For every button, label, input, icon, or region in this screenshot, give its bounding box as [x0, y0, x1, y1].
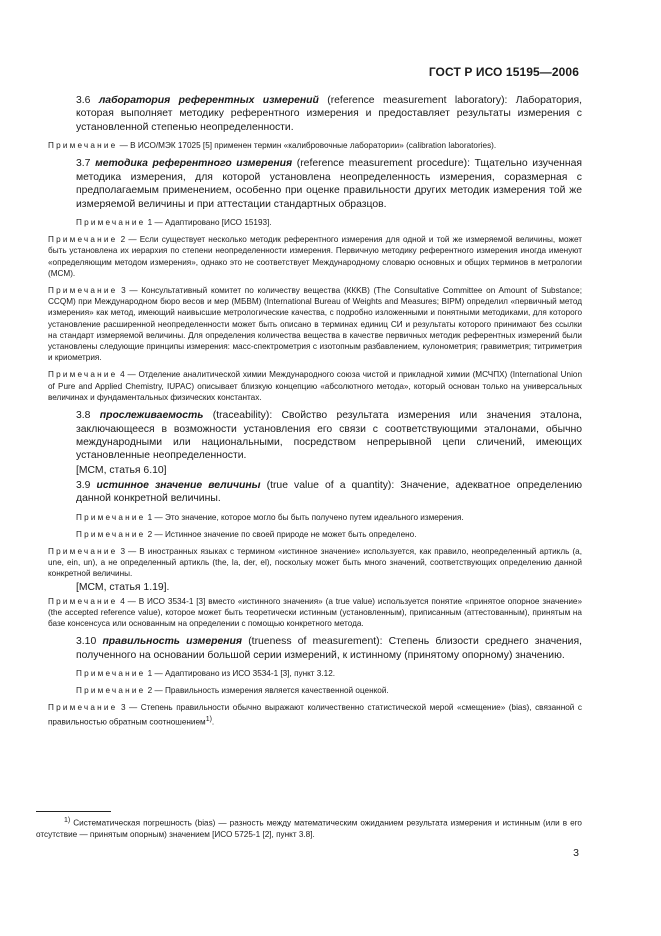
note-label: Примечание — [76, 529, 146, 539]
note-text: 1 — Адаптировано [ИСО 15193]. — [147, 218, 272, 228]
term-english: (trueness of measurement): — [248, 636, 383, 648]
section-3-8 — [76, 409, 582, 463]
note-label: Примечание — [76, 686, 146, 696]
note-text: 1 — Адаптировано из ИСО 3534-1 [3], пункт 3.12. — [147, 668, 336, 678]
footnote-marker: 1) — [205, 715, 212, 723]
note-label: Примечание — [76, 218, 146, 228]
term-english: (traceability): — [212, 410, 273, 422]
note — [48, 285, 582, 363]
note-text: 1 — Это значение, которое могло бы быть получено путем идеального измерения. — [147, 512, 464, 522]
note — [48, 369, 582, 403]
section-3-10 — [76, 635, 582, 662]
definition: Степень близости среднего значения, полученного на основании большой серии измерений, к истинному (принятому опорному) значению. — [76, 636, 582, 661]
term-english: (reference measurement laboratory): — [327, 95, 508, 106]
standard-header: ГОСТ Р ИСО 15195—2006 — [428, 65, 579, 79]
note-label: Примечание — [48, 286, 118, 296]
note-label: Примечание — [48, 596, 118, 606]
note-label: Примечание — [48, 235, 118, 245]
note — [76, 668, 582, 679]
note — [76, 685, 582, 696]
page-number: 3 — [573, 847, 579, 859]
section-number: 3.10 — [76, 636, 97, 648]
note-text: — В ИСО/МЭК 17025 [5] применен термин «калибровочные лаборатории» (calibration laboratories). — [119, 141, 497, 151]
note-label: Примечание — [48, 370, 118, 380]
footnote-mark: 1) — [64, 817, 71, 824]
definition: Тщательно изученная методика измерения, для которой установлена неопределенность измерения, соразмерная с предполагаемым применением, особенно при оценке правильности других методик измерения той же измеряемой величины и при аттестации стандартных образцов. — [76, 158, 583, 210]
note-label: Примечание — [48, 141, 118, 151]
note-label: Примечание — [48, 546, 118, 556]
term-english: (true value of a quantity): — [266, 479, 395, 491]
source-reference: [МСМ, статья 1.19]. — [76, 581, 170, 593]
note — [48, 234, 582, 279]
section-number: 3.6 — [76, 95, 91, 106]
note — [76, 512, 582, 523]
section-number: 3.9 — [76, 479, 91, 491]
term: лаборатория референтных измерений — [98, 95, 319, 106]
section-3-7 — [76, 157, 582, 211]
note-text: 4 — В ИСО 3534-1 [3] вместо «истинного значения» (a true value) используется понятие «принятое опорное значение» (the accepted reference value), которое может быть теоретически истинным (установленным), приписанным (аттестованным), принятым на базе консенсуса или основанным на определении с помощью конкретного метода. — [48, 596, 583, 628]
note-label: Примечание — [76, 668, 146, 678]
footnote-text: Систематическая погрешность (bias) — разность между математическим ожиданием результата измерения и истинным (или в его отсутствие — принятым опорным) значением [ИСО 5725-1 [2], пункт 3.8]. — [36, 818, 582, 840]
note — [76, 217, 582, 228]
footnote — [36, 815, 582, 841]
section-number: 3.8 — [76, 410, 91, 422]
definition: Лаборатория, которая выполняет методику референтного измерения и предоставляет результаты измерения с установленной степенью неопределенности. — [76, 95, 582, 133]
section-3-9 — [76, 479, 582, 506]
term: истинное значение величины — [96, 479, 261, 491]
note-text: 4 — Отделение аналитической химии Международного союза чистой и прикладной химии (МСЧПХ) (International Union of Pure and Applied Chemistry, IUPAC) описывает близкую концепцию «абсолютного метода», который основан только на универсальных величинах и фундаментальных физических константах. — [48, 370, 583, 402]
note — [48, 140, 582, 151]
note — [48, 596, 582, 630]
page-body — [48, 94, 583, 734]
note-text: 3 — Степень правильности обычно выражают количественно статистической мерой «смещение» (bias), связанной с правильностью обратным соотношением — [48, 703, 583, 727]
note-text: 2 — Истинное значение по своей природе не может быть определено. — [147, 529, 417, 539]
section-number: 3.7 — [76, 158, 91, 170]
note-text: 2 — Правильность измерения является качественной оценкой. — [147, 686, 389, 696]
note-text: 3 — Консультативный комитет по количеству вещества (ККKB) (The Consultative Committee on Amount of Substance; CCQM) при Международном бюро весов и мер (МБВМ) (International Bureau of Weights and Measures; BIPM) определил «первичный метод измерения» как метод, имеющий наивысшие метрологические качества, с подробно изложенными и понятными методиками, для которого установление расширенной неопределенности может быть описано в терминах единиц СИ и результаты которого принимают без ссылки на стандарт измеряемой величины. Для определения количества вещества в качестве первичных методик референтных измерений были установлены следующие принципы измерения: масс-спектрометрия с изотопным разбавлением, кулонометрия; гравиметрия; титриметрия и криометрия. — [48, 286, 582, 363]
source-reference: [МСМ, статья 6.10] — [76, 464, 167, 476]
section-3-6 — [76, 94, 582, 134]
footnote-separator — [36, 811, 111, 812]
note — [48, 546, 582, 580]
note: Примечание 3 — Степень правильности обычно выражают количественно статистической мерой «смещение» (bias), связанной с правильностью обратным соотношением$^{1)}$. — [48, 703, 583, 727]
definition: Свойство результата измерения или значения эталона, заключающееся в возможности установления его связи с соответствующими эталонами, обычно международными или национальными, посредством непрерывной цепи сличений, имеющих установленные неопределенности. — [76, 410, 582, 462]
term: правильность измерения — [102, 636, 243, 648]
note-label: Примечание — [48, 703, 118, 713]
note-text: 2 — Если существует несколько методик референтного измерения для одной и той же измеряемой величины, может быть установлена их иерархия по степени неопределенности измерения. Первичную методику референтного измерения иногда именуют «определяющим методом измерения», однако это не соответствует Международному словарю основных и общих терминов в метрологии (МСМ). — [48, 235, 582, 278]
term-english: (reference measurement procedure): — [296, 158, 470, 170]
term: методика референтного измерения — [95, 158, 293, 170]
note — [76, 529, 582, 540]
definition: Значение, адекватное определению данной конкретной величины. — [76, 479, 583, 505]
note-text: 3 — В иностранных языках с термином «истинное значение» используется, как правило, неопределенный артикль (a, une, ein, un), а не определенный артикль (the, la, der, el), поскольку может быть много значений, соответствующих определению данной конкретной величины. — [48, 546, 582, 579]
term: прослеживаемость — [99, 410, 204, 422]
note-label: Примечание — [76, 512, 146, 522]
